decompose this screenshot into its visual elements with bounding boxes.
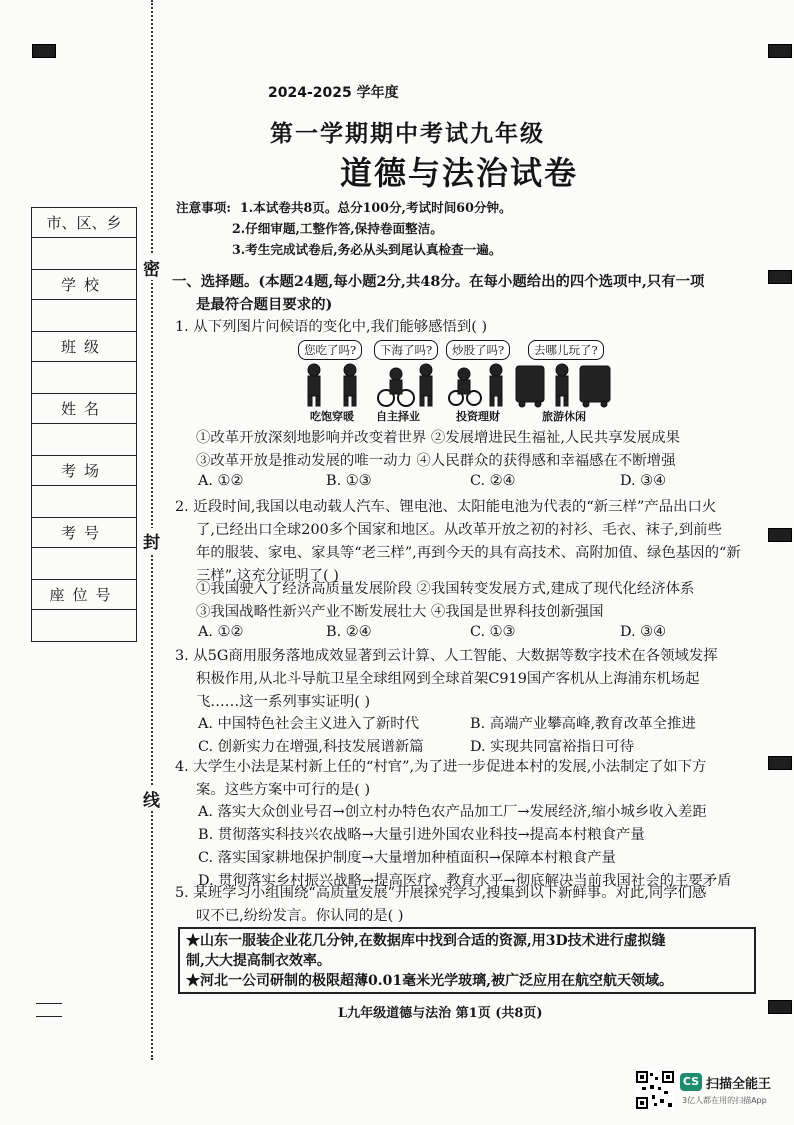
registration-marker: [768, 44, 792, 58]
qr-code-icon: [636, 1071, 674, 1109]
q4-stem-line: 4. 大学生小法是某村新上任的“村官”,为了进一步促进本村的发展,小法制定了如下方: [175, 759, 707, 775]
q5-stem-line: 叹不已,纷纷发言。你认同的是( ): [196, 908, 404, 924]
info-row: [32, 238, 137, 270]
section-heading: 一、选择题。(本题24题,每小题2分,共48分。在每小题给出的四个选项中,只有一项: [172, 273, 705, 290]
q1-statement: ①改革开放深刻地影响并改变着世界 ②发展增进民生福祉,人民共享发展成果: [196, 430, 681, 446]
exam-title: 第一学期期中考试九年级: [270, 120, 545, 147]
info-blank-field[interactable]: [32, 424, 137, 456]
cartoon-caption: 旅游休闲: [542, 410, 586, 423]
q1-stem: 1. 从下列图片问候语的变化中,我们能够感悟到( ): [175, 319, 488, 335]
info-row: [32, 548, 137, 580]
info-blank-field[interactable]: [32, 486, 137, 518]
info-blank-field[interactable]: [32, 238, 137, 270]
info-blank-field[interactable]: [32, 362, 137, 394]
scanner-app-name: 扫描全能王: [706, 1077, 772, 1092]
camscanner-logo-icon: CS: [680, 1073, 702, 1091]
speech-bubble: 炒股了吗?: [446, 340, 510, 360]
info-label: 座位号: [32, 580, 137, 610]
notice-item-1: 1.本试卷共8页。总分100分,考试时间60分钟。: [240, 200, 512, 215]
info-row: [32, 456, 137, 486]
corner-mark: [36, 1003, 62, 1017]
cartoon-figures-illustration: [296, 360, 616, 408]
q3-option: B. 高端产业攀高峰,教育改革全推进: [470, 716, 696, 732]
q1-option: D. ③④: [620, 473, 666, 489]
q2-option: B. ②④: [326, 624, 372, 640]
binding-char-mi: 密: [143, 255, 160, 280]
q3-stem-line: 积极作用,从北斗导航卫星全球组网到全球首架C919国产客机从上海浦东机场起: [196, 671, 700, 687]
q4-option: D. 贯彻落实乡村振兴战略→提高医疗、教育水平→彻底解决当前我国社会的主要矛盾: [198, 873, 732, 889]
info-label: 班级: [32, 332, 137, 362]
info-row: [32, 362, 137, 394]
speech-bubble: 您吃了吗?: [298, 340, 362, 360]
q4-option: C. 落实国家耕地保护制度→大量增加种植面积→保障本村粮食产量: [198, 850, 616, 866]
q4-option: B. 贯彻落实科技兴农战略→大量引进外国农业科技→提高本村粮食产量: [198, 827, 645, 843]
info-row: [32, 394, 137, 424]
page-footer: L九年级道德与法治 第1页 (共8页): [338, 1006, 543, 1021]
q3-stem-line: 3. 从5G商用服务落地成效显著到云计算、人工智能、大数据等数字技术在各领域发挥: [175, 648, 718, 664]
registration-marker: [768, 756, 792, 770]
binding-char-feng: 封: [143, 528, 160, 553]
q3-option: C. 创新实力在增强,科技发展谱新篇: [198, 739, 424, 755]
info-label: 姓名: [32, 394, 137, 424]
info-blank-field[interactable]: [32, 548, 137, 580]
info-label: 学校: [32, 270, 137, 300]
info-row: [32, 518, 137, 548]
q2-option: D. ③④: [620, 624, 666, 640]
q5-stem-line: 5. 某班学习小组围绕“高质量发展”开展探究学习,搜集到以下新鲜事。对此,同学们感: [175, 885, 707, 901]
q1-cartoon: [296, 340, 616, 422]
q2-statement: ③我国战略性新兴产业不断发展壮大 ④我国是世界科技创新强国: [196, 604, 604, 620]
info-row: [32, 300, 137, 332]
scanner-tagline: 3亿人都在用的扫描App: [682, 1096, 767, 1105]
q5-news-item-cont: 制,大大提高制衣效率。: [186, 953, 331, 969]
q5-news-item: ★河北一公司研制的极限超薄0.01毫米光学玻璃,被广泛应用在航空航天领域。: [186, 973, 673, 989]
info-row: [32, 486, 137, 518]
speech-bubble: 下海了吗?: [374, 340, 438, 360]
info-row: [32, 424, 137, 456]
info-label: 考号: [32, 518, 137, 548]
q2-stem-line: 2. 近段时间,我国以电动载人汽车、锂电池、太阳能电池为代表的“新三样”产品出口火: [175, 499, 717, 515]
q4-stem-line: 案。这些方案中可行的是( ): [196, 782, 371, 798]
q1-option: B. ①③: [326, 473, 372, 489]
q2-stem-line: 了,已经出口全球200多个国家和地区。从改革开放之初的衬衫、毛衣、袜子,到前些: [196, 522, 722, 538]
info-row: [32, 580, 137, 610]
binding-char-xian: 线: [143, 786, 160, 811]
q2-stem-line: 三样”,这充分证明了( ): [196, 568, 339, 584]
registration-marker: [768, 1000, 792, 1014]
info-row: [32, 208, 137, 238]
cartoon-caption: 投资理财: [456, 410, 500, 423]
info-blank-field[interactable]: [32, 300, 137, 332]
q5-news-item: ★山东一服装企业花几分钟,在数据库中找到合适的资源,用3D技术进行虚拟缝: [186, 933, 666, 949]
q2-stem-line: 年的服装、家电、家具等“老三样”,再到今天的具有高技术、高附加值、绿色基因的“新: [196, 545, 741, 561]
q3-stem-line: 飞……这一系列事实证明( ): [196, 694, 371, 710]
notice-label: 注意事项:: [176, 200, 232, 215]
speech-bubble: 去哪儿玩了?: [528, 340, 604, 360]
notice-item-2: 2.仔细审题,工整作答,保持卷面整洁。: [232, 221, 443, 236]
notice-item-3: 3.考生完成试卷后,务必从头到尾认真检查一遍。: [232, 242, 502, 257]
school-year: 2024-2025 学年度: [268, 85, 399, 101]
registration-marker: [768, 270, 792, 284]
q3-option: D. 实现共同富裕指日可待: [470, 739, 635, 755]
section-heading-cont: 是最符合题目要求的): [196, 296, 333, 313]
q3-option: A. 中国特色社会主义进入了新时代: [198, 716, 420, 732]
info-row: [32, 610, 137, 642]
registration-marker: [32, 44, 56, 58]
q5-news-box: [178, 927, 756, 994]
student-info-table: [31, 207, 137, 642]
info-label: 考场: [32, 456, 137, 486]
q1-option: A. ①②: [198, 473, 244, 489]
q2-option: A. ①②: [198, 624, 244, 640]
subject-title: 道德与法治试卷: [340, 154, 579, 192]
info-label: 市、区、乡: [32, 208, 137, 238]
info-row: [32, 332, 137, 362]
cartoon-caption: 自主择业: [376, 410, 420, 423]
cartoon-caption: 吃饱穿暖: [310, 410, 354, 423]
q2-statement: ①我国驶入了经济高质量发展阶段 ②我国转变发展方式,建成了现代化经济体系: [196, 581, 695, 597]
q1-option: C. ②④: [470, 473, 516, 489]
q2-option: C. ①③: [470, 624, 516, 640]
info-row: [32, 270, 137, 300]
info-blank-field[interactable]: [32, 610, 137, 642]
q4-option: A. 落实大众创业号召→创立村办特色农产品加工厂→发展经济,缩小城乡收入差距: [198, 804, 707, 820]
q1-statement: ③改革开放是推动发展的唯一动力 ④人民群众的获得感和幸福感在不断增强: [196, 453, 676, 469]
